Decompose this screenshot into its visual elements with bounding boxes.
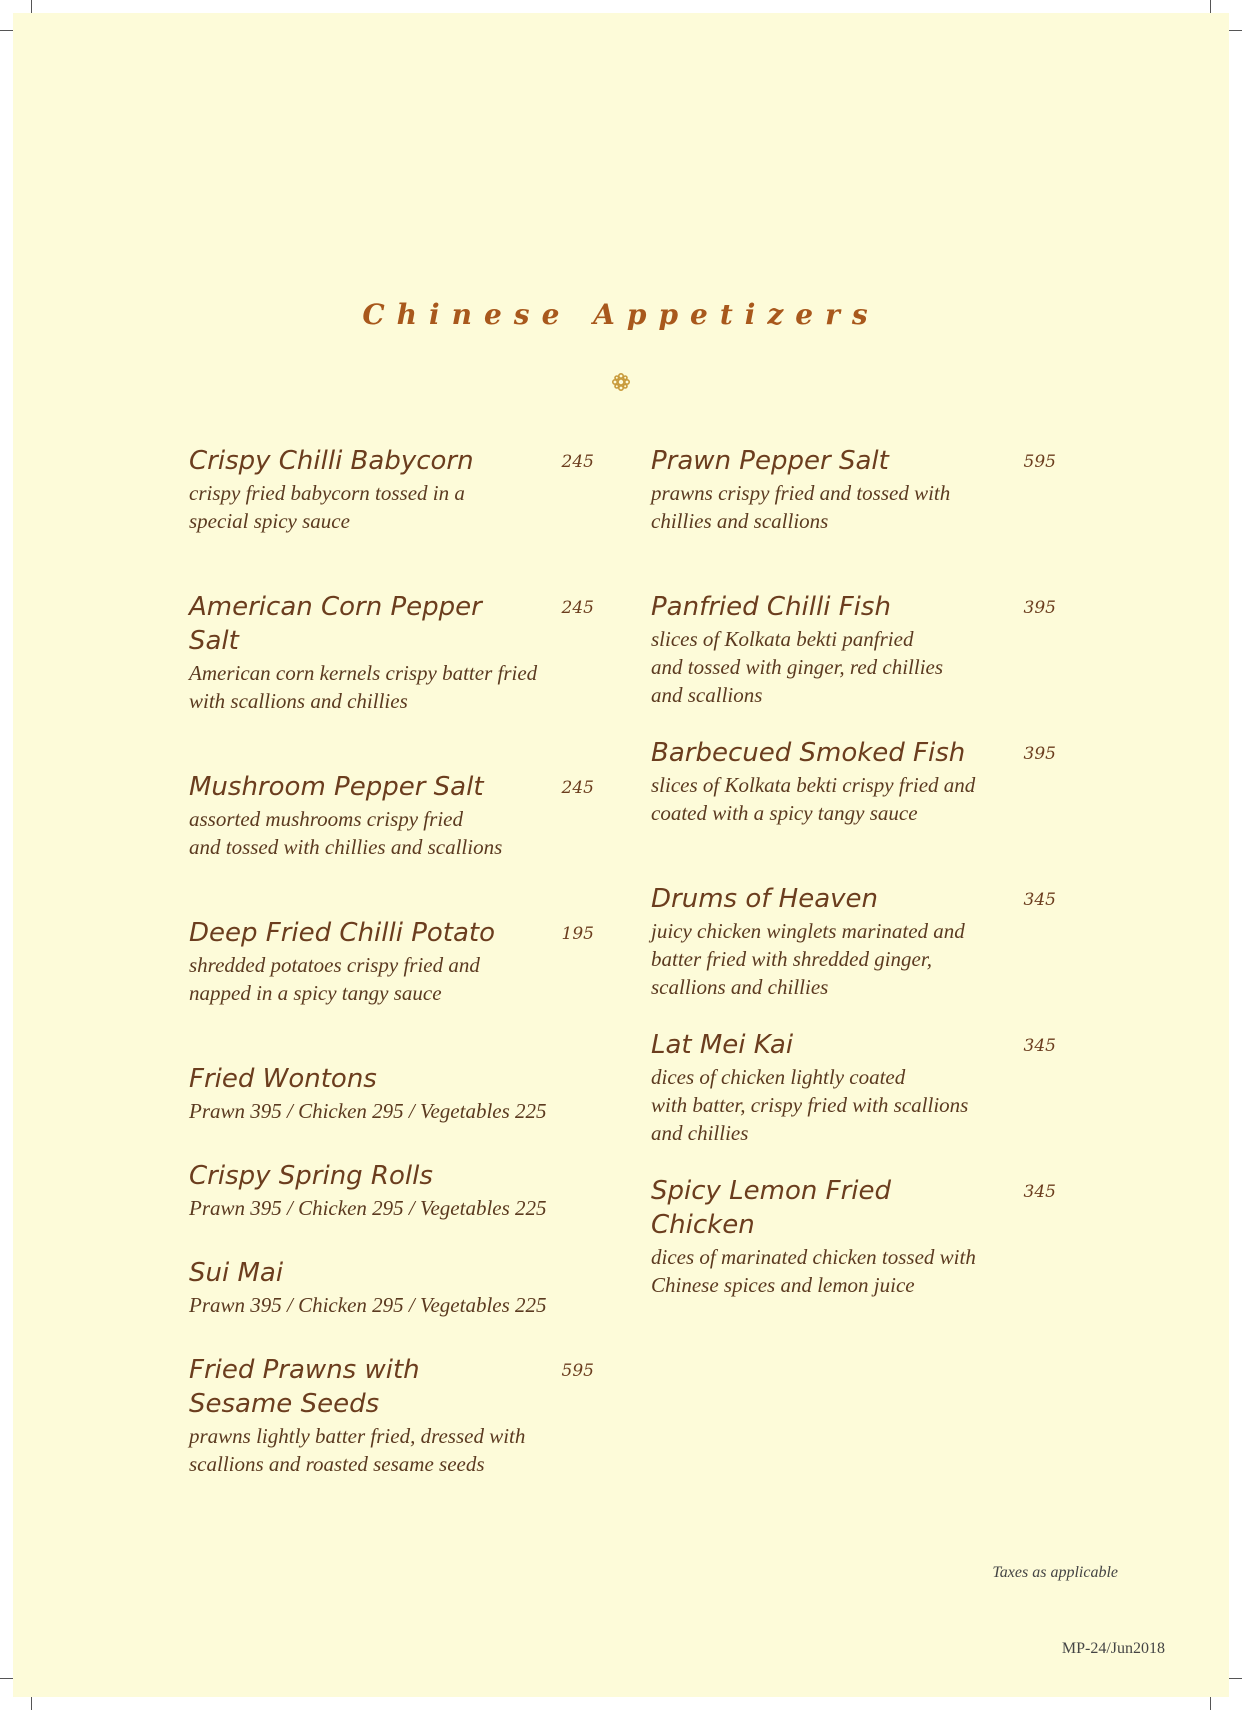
menu-item [651,1028,1056,1147]
item-price: 395 [1023,598,1056,618]
menu-item [189,1159,594,1222]
description-line: Prawn 395 / Chicken 295 / Vegetables 225 [189,1196,547,1220]
crop-mark-top-left-vertical [31,0,32,14]
menu-item [651,1174,1056,1299]
crop-mark-bottom-right-vertical [1210,1696,1211,1710]
item-name: Panfried Chilli Fish [651,592,891,622]
crop-mark-top-right-horizontal [1228,30,1242,31]
item-name: Lat Mei Kai [651,1030,794,1060]
item-description [189,951,594,1007]
item-price: 395 [1023,744,1056,764]
menu-item [189,1062,594,1125]
item-price: 245 [561,452,594,472]
item-description [189,1097,594,1125]
item-description [651,771,1056,827]
item-price: 595 [561,1361,594,1381]
menu-item [651,590,1056,709]
item-name: Deep Fried Chilli Potato [189,918,496,948]
description-line: napped in a spicy tangy sauce [189,981,442,1005]
description-line: assorted mushrooms crispy fried [189,807,463,831]
description-line: and tossed with chillies and scallions [189,835,503,859]
menu-column-left [189,444,594,1478]
crop-mark-bottom-left-horizontal [0,1678,14,1679]
menu-column-right [651,444,1056,1299]
item-description [189,1422,594,1478]
item-description [651,479,1056,535]
item-description [651,625,1056,709]
item-description [651,917,1056,1001]
description-line: and scallions [651,683,763,707]
description-line: crispy fried babycorn tossed in a [189,481,465,505]
item-description [189,805,594,861]
description-line: American corn kernels crispy batter fried [189,661,538,685]
description-line: batter fried with shredded ginger, [651,947,932,971]
description-line: Prawn 395 / Chicken 295 / Vegetables 225 [189,1293,547,1317]
description-line: coated with a spicy tangy sauce [651,801,918,825]
description-line: scallions and chillies [651,975,829,999]
description-line: with scallions and chillies [189,689,408,713]
item-name: Sui Mai [189,1258,284,1288]
description-line: dices of chicken lightly coated [651,1065,906,1089]
item-price: 245 [561,778,594,798]
item-name: Drums of Heaven [651,884,878,914]
item-price: 195 [561,924,594,944]
menu-item [189,444,594,535]
menu-item [651,882,1056,1001]
description-line: chillies and scallions [651,509,829,533]
item-price: 345 [1023,1182,1056,1202]
item-description [651,1243,1056,1299]
description-line: and tossed with ginger, red chillies [651,655,944,679]
description-line: slices of Kolkata bekti panfried [651,627,914,651]
item-description [189,479,594,535]
item-name: Prawn Pepper Salt [651,446,889,476]
page-title: Chinese Appetizers [362,298,880,331]
taxes-footnote: Taxes as applicable [992,1564,1118,1581]
description-line: slices of Kolkata bekti crispy fried and [651,773,976,797]
item-price: 245 [561,598,594,618]
description-line: Prawn 395 / Chicken 295 / Vegetables 225 [189,1099,547,1123]
description-line: prawns crispy fried and tossed with [651,481,951,505]
menu-item [189,916,594,1007]
item-price: 345 [1023,1036,1056,1056]
item-description [189,1291,594,1319]
item-name: American Corn Pepper Salt [189,592,482,656]
menu-item [651,736,1056,827]
description-line: prawns lightly batter fried, dressed with [189,1424,526,1448]
document-code: MP-24/Jun2018 [1061,1640,1165,1657]
item-name: Fried Prawns with Sesame Seeds [189,1355,420,1419]
crop-mark-bottom-left-vertical [31,1696,32,1710]
crop-mark-top-left-horizontal [0,30,14,31]
item-name: Crispy Spring Rolls [189,1161,433,1191]
description-line: juicy chicken winglets marinated and [651,919,965,943]
item-description [189,1194,594,1222]
item-description [189,659,594,715]
description-line: and chillies [651,1121,749,1145]
item-price: 345 [1023,890,1056,910]
description-line: scallions and roasted sesame seeds [189,1452,485,1476]
description-line: Chinese spices and lemon juice [651,1273,915,1297]
description-line: with batter, crispy fried with scallions [651,1093,969,1117]
item-name: Crispy Chilli Babycorn [189,446,474,476]
description-line: shredded potatoes crispy fried and [189,953,480,977]
menu-item [189,1353,594,1478]
item-name: Barbecued Smoked Fish [651,738,966,768]
menu-item [189,770,594,861]
description-line: dices of marinated chicken tossed with [651,1245,976,1269]
item-name: Fried Wontons [189,1064,377,1094]
item-description [651,1063,1056,1147]
menu-item [189,1256,594,1319]
flower-ornament-icon [611,372,631,392]
description-line: special spicy sauce [189,509,350,533]
item-name: Spicy Lemon Fried Chicken [651,1176,892,1240]
item-price: 595 [1023,452,1056,472]
menu-item [189,590,594,715]
crop-mark-top-right-vertical [1210,0,1211,14]
crop-mark-bottom-right-horizontal [1228,1678,1242,1679]
item-name: Mushroom Pepper Salt [189,772,484,802]
menu-item [651,444,1056,535]
